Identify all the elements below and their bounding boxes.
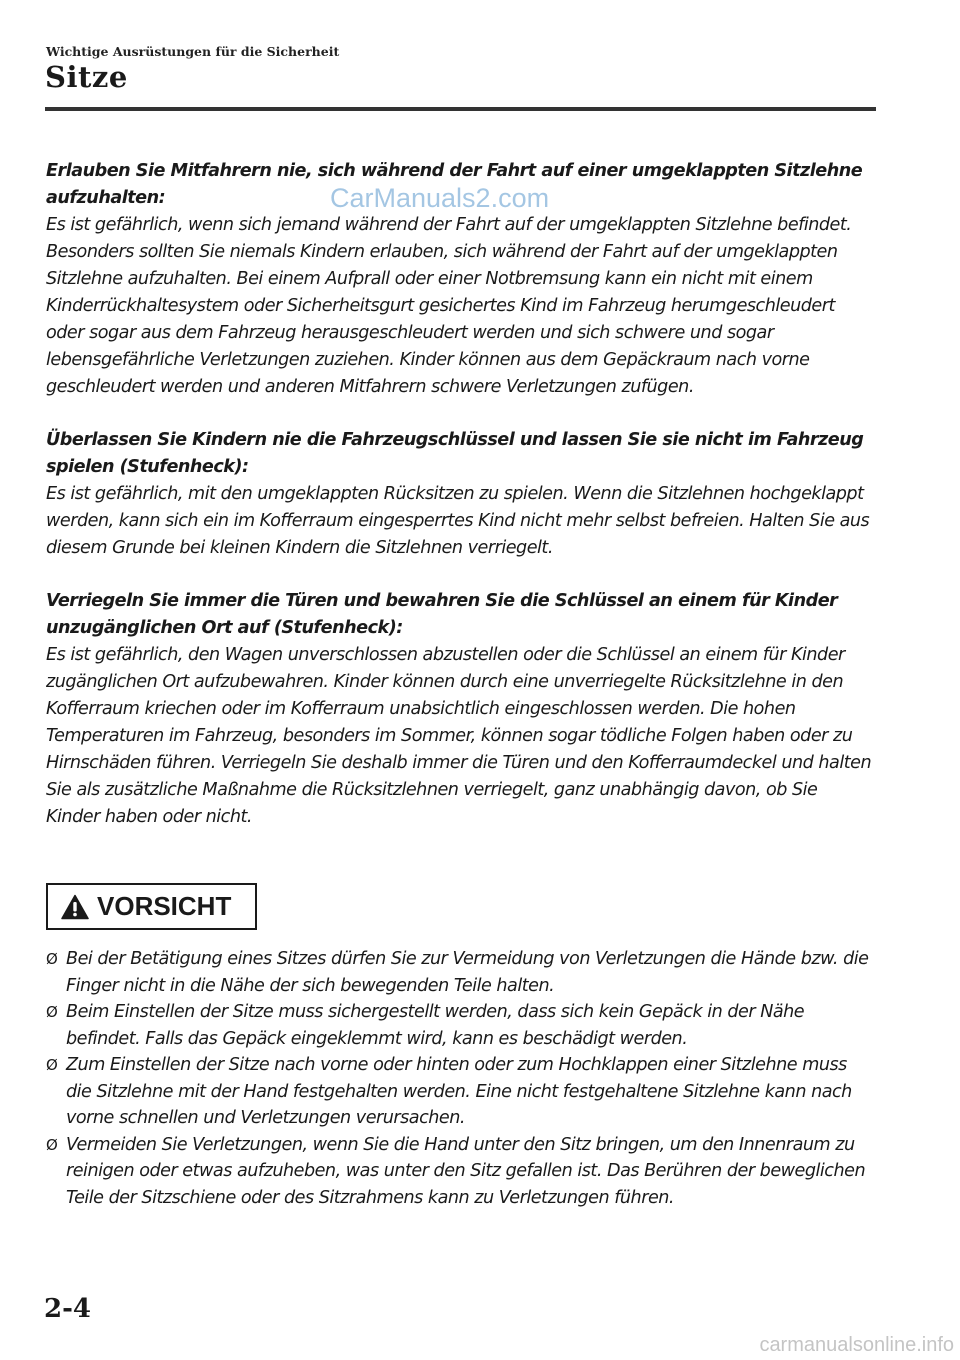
warning-body: Es ist gefährlich, mit den umgeklappten Rücksitzen zu spielen. Wenn die Sitzlehnen hochgeklappt werden, kann sich ein im Kofferraum eingesperrtes Kind nicht mehr selbst befreien. Halten Sie aus diesem Grunde bei kleinen Kindern die Sitzlehnen verriegelt. [46, 484, 870, 558]
caution-item-text: Zum Einstellen der Sitze nach vorne oder hinten oder zum Hochklappen einer Sitzlehne muss die Sitzlehne mit der Hand festgehalten werden. Eine nicht festgehaltene Sitzlehne kann nach vorne schnellen und Verletzungen verursachen. [66, 1055, 852, 1128]
arrow-bullet-icon: Ø [46, 950, 58, 968]
caution-item-text: Vermeiden Sie Verletzungen, wenn Sie die Hand unter den Sitz bringen, um den Innenraum zu reinigen oder etwas aufzuheben, was unter den Sitz gefallen ist. Das Berühren der beweglichen Teile der Sitzschiene oder des Sitzrahmens kann zu Verletzungen führen. [66, 1134, 866, 1208]
caution-item [46, 946, 876, 999]
warning-heading: Überlassen Sie Kindern nie die Fahrzeugschlüssel und lassen Sie sie nicht im Fahrzeug spielen (Stufenheck): [46, 430, 864, 477]
caution-item [46, 1052, 876, 1132]
warning-block [46, 427, 876, 562]
footer-watermark-link[interactable]: carmanualsonline.info [759, 1334, 954, 1356]
warning-body: Es ist gefährlich, wenn sich jemand während der Fahrt auf der umgeklappten Sitzlehne befindet. Besonders sollten Sie niemals Kindern erlauben, sich während der Fahrt auf der umgeklappten Sitzlehne aufzuhalten. Bei einem Aufprall oder einer Notbremsung kann ein nicht mit einem Kinderrückhaltesystem oder Sicherheitsgurt gesichertes Kind im Fahrzeug herumgeschleudert oder sogar aus dem Fahrzeug herausgeschleudert werden und sich schwere und sogar lebensgefährliche Verletzungen zuziehen. Kinder können aus dem Gepäckraum nach vorne geschleudert werden und anderen Mitfahrern schwere Verletzungen zufügen. [46, 215, 852, 397]
arrow-bullet-icon: Ø [46, 1056, 58, 1074]
caution-header [46, 883, 257, 930]
caution-list [46, 946, 876, 1211]
warning-block [46, 588, 876, 831]
arrow-bullet-icon: Ø [46, 1003, 58, 1021]
warning-body: Es ist gefährlich, den Wagen unverschlossen abzustellen oder die Schlüssel an einem für Kinder zugänglichen Ort aufzubewahren. Kinder können durch eine unverriegelte Rücksitzlehne in den Kofferraum kriechen oder im Kofferraum unabsichtlich eingeschlossen werden. Die hohen Temperaturen im Fahrzeug, besonders im Sommer, können sogar tödliche Folgen haben oder zu Hirnschäden führen. Verriegeln Sie deshalb immer die Türen und den Kofferraumdeckel und halten Sie als zusätzliche Maßnahme die Rücksitzlehnen verriegelt, ganz unabhängig davon, ob Sie Kinder haben oder nicht. [46, 645, 872, 827]
arrow-bullet-icon: Ø [46, 1135, 58, 1154]
caution-item [46, 999, 876, 1052]
page-number: 2-4 [44, 1294, 91, 1324]
section-label: Wichtige Ausrüstungen für die Sicherheit [46, 44, 340, 59]
watermark-link[interactable]: CarManuals2.com [330, 183, 550, 213]
warning-heading: Erlauben Sie Mitfahrern nie, sich während der Fahrt auf einer umgeklappten Sitzlehne aufzuhalten: [46, 161, 863, 208]
caution-label: VORSICHT [97, 891, 232, 921]
caution-item-text: Beim Einstellen der Sitze muss sichergestellt werden, dass sich kein Gepäck in der Nähe befindet. Falls das Gepäck eingeklemmt wird, kann es beschädigt werden. [66, 1002, 805, 1049]
warning-content [46, 158, 876, 857]
caution-item [46, 1132, 876, 1212]
caution-item-text: Bei der Betätigung eines Sitzes dürfen Sie zur Vermeidung von Verletzungen die Hände bzw. die Finger nicht in die Nähe der sich bewegenden Teile halten. [66, 949, 869, 996]
page-title: Sitze [45, 60, 128, 94]
title-divider [45, 107, 876, 111]
warning-triangle-icon [61, 894, 89, 920]
warning-heading: Verriegeln Sie immer die Türen und bewahren Sie die Schlüssel an einem für Kinder unzugänglichen Ort auf (Stufenheck): [46, 591, 838, 638]
